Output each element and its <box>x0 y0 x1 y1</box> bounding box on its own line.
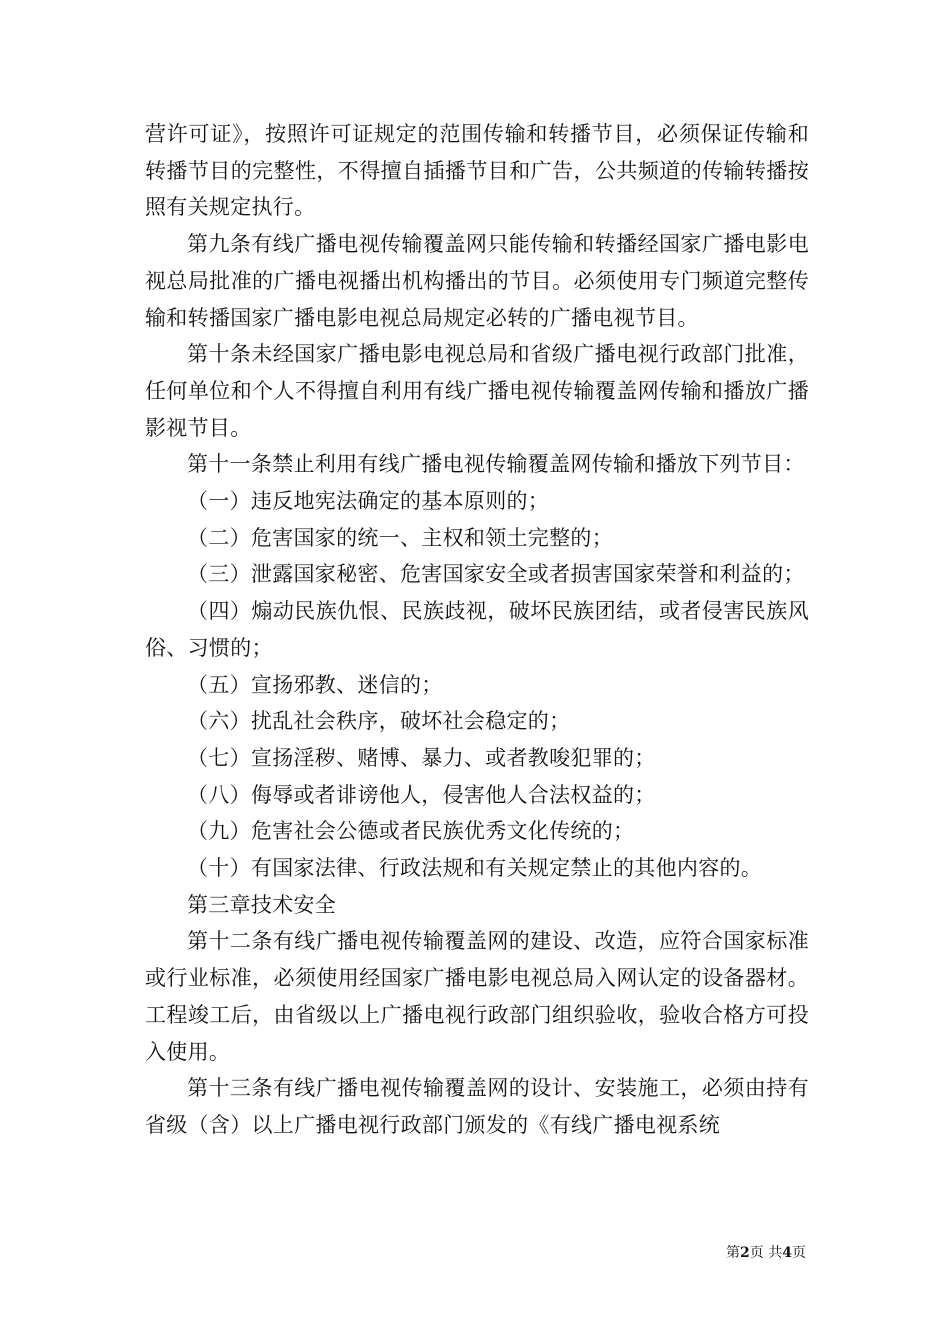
footer-prefix: 第 <box>726 1245 741 1261</box>
paragraph-article-12: 第十二条有线广播电视传输覆盖网的建设、改造，应符合国家标准或行业标准，必须使用经国家广播电影电视总局入网认定的设备器材。工程竣工后，由省级以上广播电视行政部门组织验收，验收合格方可投入使用。 <box>145 929 809 1064</box>
list-item-8: （八）侮辱或者诽谤他人，侵害他人合法权益的； <box>187 782 656 807</box>
list-item-4: （四）煽动民族仇恨、民族歧视，破坏民族团结，或者侵害民族风俗、习惯的； <box>145 599 809 660</box>
chapter-heading: 第三章技术安全 <box>187 892 337 917</box>
list-item-7: （七）宣扬淫秽、赌博、暴力、或者教唆犯罪的； <box>187 745 656 770</box>
paragraph-article-9: 第九条有线广播电视传输覆盖网只能传输和转播经国家广播电影电视总局批准的广播电视播出机构播出的节目。必须使用专门频道完整传输和转播国家广播电影电视总局规定必转的广播电视节目。 <box>145 232 809 330</box>
page-number-footer <box>726 1244 806 1262</box>
list-item-10: （十）有国家法律、行政法规和有关规定禁止的其他内容的。 <box>187 856 763 881</box>
list-item-9: （九）危害社会公德或者民族优秀文化传统的； <box>187 819 635 844</box>
document-body <box>145 116 809 1144</box>
list-item-5: （五）宣扬邪教、迷信的； <box>187 672 443 697</box>
list-item-3: （三）泄露国家秘密、危害国家安全或者损害国家荣誉和利益的； <box>187 562 805 587</box>
footer-middle: 页 共 <box>749 1245 783 1261</box>
paragraph-article-11: 第十一条禁止利用有线广播电视传输覆盖网传输和播放下列节目： <box>187 452 805 477</box>
total-pages-number: 4 <box>782 1245 792 1261</box>
paragraph-article-13: 第十三条有线广播电视传输覆盖网的设计、安装施工，必须由持有省级（含）以上广播电视行政部门颁发的《有线广播电视系统 <box>145 1076 809 1137</box>
paragraph-article-10: 第十条未经国家广播电影电视总局和省级广播电视行政部门批准，任何单位和个人不得擅自利用有线广播电视传输覆盖网传输和播放广播影视节目。 <box>145 342 809 440</box>
paragraph-continuation: 营许可证》，按照许可证规定的范围传输和转播节目，必须保证传输和转播节目的完整性，不得擅自插播节目和广告，公共频道的传输转播按照有关规定执行。 <box>145 122 809 220</box>
list-item-1: （一）违反地宪法确定的基本原则的； <box>187 489 550 514</box>
current-page-number: 2 <box>740 1245 750 1261</box>
list-item-6: （六）扰乱社会秩序，破坏社会稳定的； <box>187 709 571 734</box>
footer-suffix: 页 <box>792 1245 806 1261</box>
list-item-2: （二）危害国家的统一、主权和领土完整的； <box>187 525 613 550</box>
